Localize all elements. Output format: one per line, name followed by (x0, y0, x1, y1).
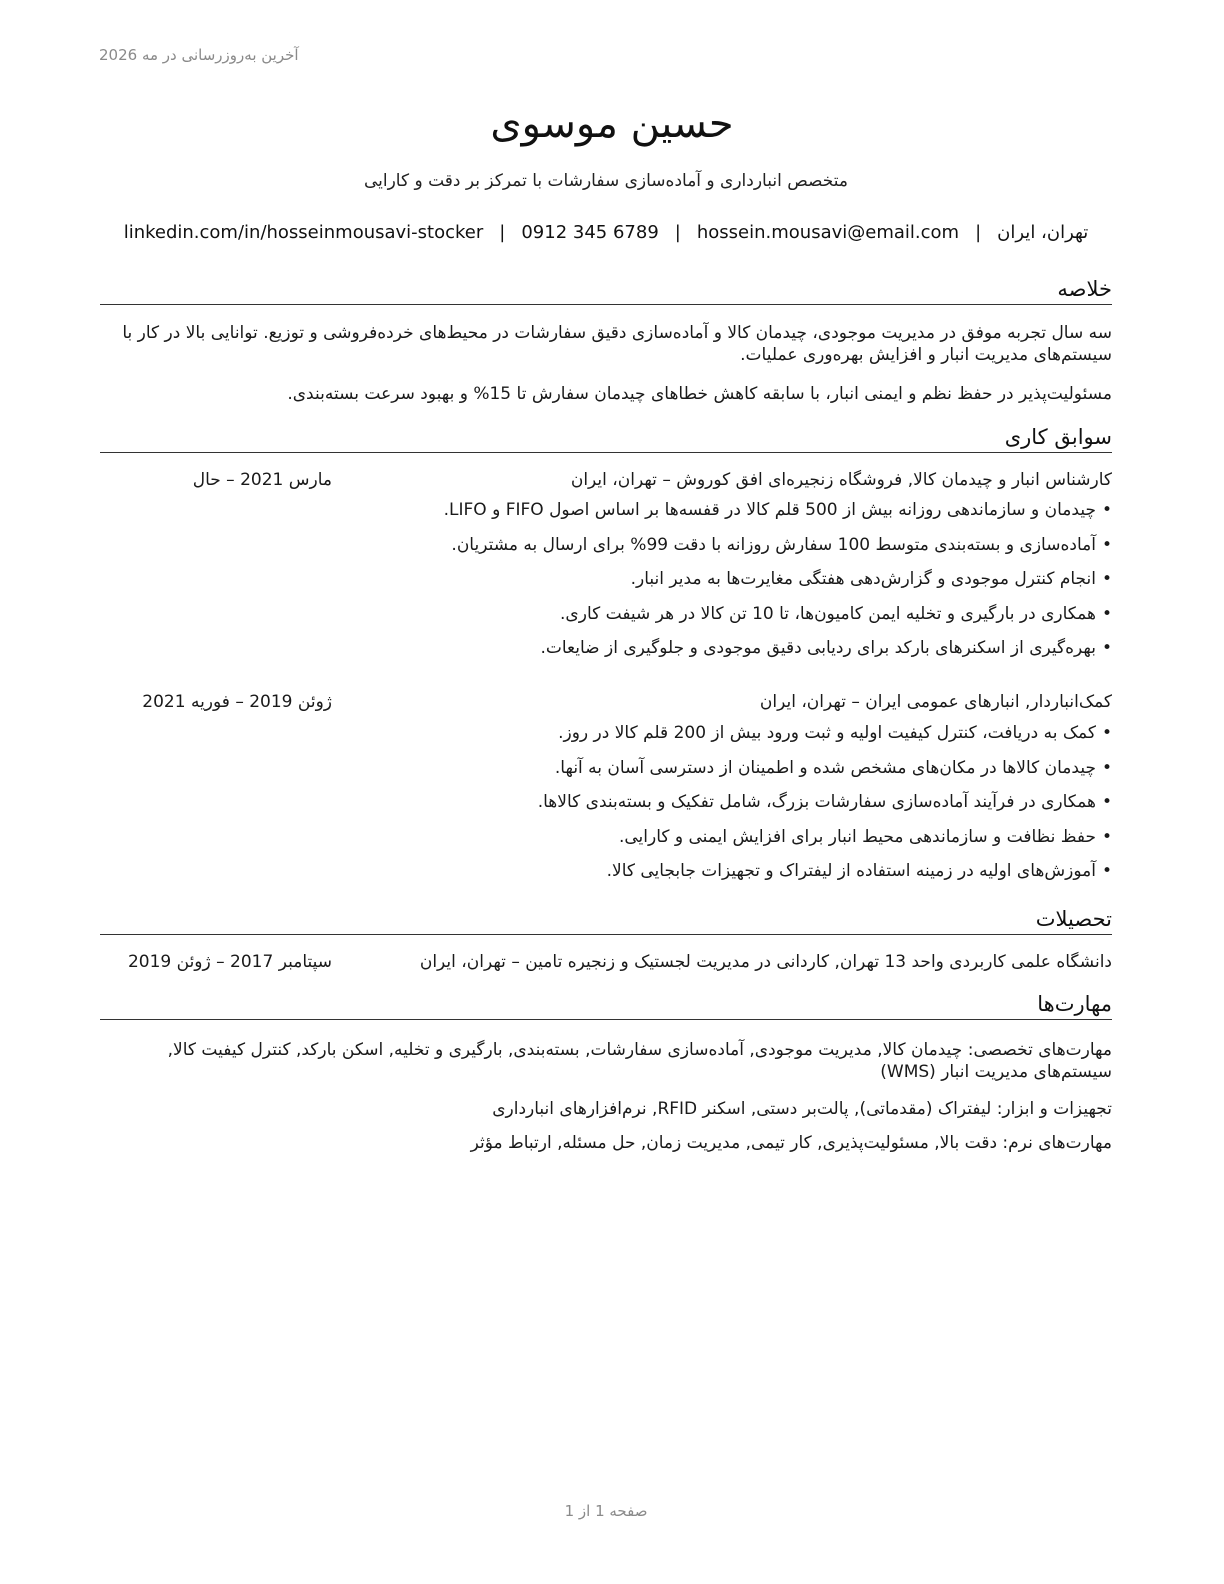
contact-linkedin[interactable]: linkedin.com/in/hosseinmousavi-stocker (123, 222, 484, 243)
summary-paragraph-2: مسئولیت‌پذیر در حفظ نظم و ایمنی انبار، با سابقه کاهش خطاهای چیدمان سفارش تا 15% و بهبود سرعت بسته‌بندی. (287, 384, 1112, 404)
page-number: صفحه 1 از 1 (564, 1502, 648, 1520)
list-item: •همکاری در بارگیری و تخلیه ایمن کامیون‌ها، تا 10 تن کالا در هر شیفت کاری. (560, 603, 1112, 624)
list-item: •بهره‌گیری از اسکنرهای بارکد برای ردیابی دقیق موجودی و جلوگیری از ضایعات. (540, 638, 1112, 658)
list-item: •چیدمان کالاها در مکان‌های مشخص شده و اطمینان از دسترسی آسان به آنها. (554, 757, 1112, 778)
skills-heading: مهارت‌ها (100, 991, 1112, 1020)
experience-heading: سوابق کاری (100, 424, 1112, 453)
job-dates: مارس 2021 – حال (192, 470, 332, 490)
candidate-name: حسین موسوی (490, 101, 734, 147)
last-updated-note: آخرین به‌روزرسانی در مه 2026 (99, 46, 299, 64)
skills-soft: مهارت‌های نرم: دقت بالا, مسئولیت‌پذیری, کار تیمی, مدیریت زمان, حل مسئله, ارتباط مؤثر (470, 1133, 1112, 1153)
education-title: دانشگاه علمی کاربردی واحد 13 تهران, کاردانی در مدیریت لجستیک و زنجیره تامین – تهران، ایران (419, 952, 1112, 972)
skills-tools: تجهیزات و ابزار: لیفتراک (مقدماتی), پالت‌بر دستی, اسکنر RFID, نرم‌افزارهای انبارداری (492, 1099, 1112, 1119)
contact-separator: | (975, 222, 982, 243)
list-item: •کمک به دریافت، کنترل کیفیت اولیه و ثبت ورود بیش از 200 قلم کالا در روز. (558, 723, 1112, 743)
skills-technical: مهارت‌های تخصصی: چیدمان کالا, مدیریت موجودی, آماده‌سازی سفارشات, بسته‌بندی, بارگیری و تخلیه, اسکن بارکد, کنترل کیفیت کالا, سیستم‌های مدیریت انبار (WMS) (167, 1040, 1112, 1082)
job-bullets-2 (100, 722, 1112, 895)
list-item: •انجام کنترل موجودی و گزارش‌دهی هفتگی مغایرت‌ها به مدیر انبار. (630, 569, 1112, 589)
list-item: •همکاری در فرآیند آماده‌سازی سفارشات بزرگ، شامل تفکیک و بسته‌بندی کالاها. (537, 792, 1112, 812)
contact-separator: | (674, 222, 681, 243)
job-title: کمک‌انباردار, انبارهای عمومی ایران – تهران، ایران (759, 692, 1112, 712)
job-bullets-1 (100, 499, 1112, 672)
contact-line (100, 222, 1112, 243)
contact-phone[interactable]: 0912 345 6789 (521, 222, 659, 243)
job-title: کارشناس انبار و چیدمان کالا, فروشگاه زنجیره‌ای افق کوروش – تهران، ایران (570, 470, 1112, 490)
education-heading: تحصیلات (100, 906, 1112, 935)
list-item: •آماده‌سازی و بسته‌بندی متوسط 100 سفارش روزانه با دقت 99% برای ارسال به مشتریان. (451, 534, 1112, 555)
summary-paragraph-1: سه سال تجربه موفق در مدیریت موجودی، چیدمان کالا و آماده‌سازی دقیق سفارشات در محیط‌های خرده‌فروشی و توزیع. توانایی بالا در کار با سیستم‌های مدیریت انبار و افزایش بهره‌وری عملیات. (122, 323, 1112, 365)
contact-location: تهران، ایران (997, 222, 1089, 243)
list-item: •آموزش‌های اولیه در زمینه استفاده از لیفتراک و تجهیزات جابجایی کالا. (606, 861, 1112, 881)
list-item: •چیدمان و سازماندهی روزانه بیش از 500 قلم کالا در قفسه‌ها بر اساس اصول FIFO و LIFO. (443, 500, 1112, 520)
contact-email[interactable]: hossein.mousavi@email.com (696, 222, 960, 243)
education-dates: سپتامبر 2017 – ژوئن 2019 (127, 952, 332, 972)
list-item: •حفظ نظافت و سازماندهی محیط انبار برای افزایش ایمنی و کارایی. (618, 826, 1112, 847)
contact-separator: | (499, 222, 506, 243)
job-dates: ژوئن 2019 – فوریه 2021 (142, 692, 332, 712)
summary-heading: خلاصه (100, 276, 1112, 305)
candidate-tagline: متخصص انبارداری و آماده‌سازی سفارشات با تمرکز بر دقت و کارایی (363, 171, 849, 191)
